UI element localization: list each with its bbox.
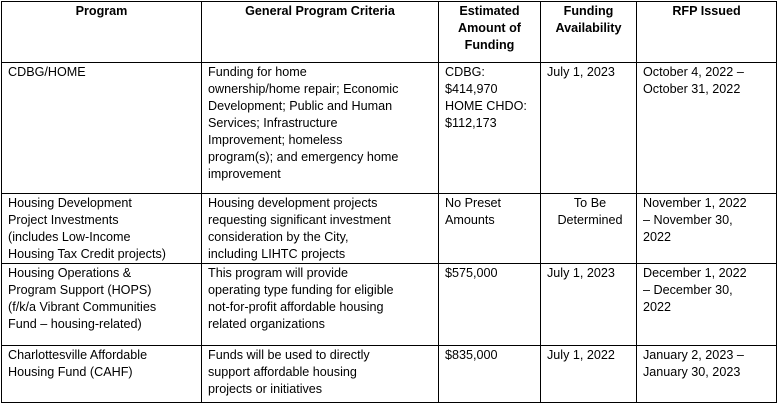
cell-criteria: This program will provide operating type funding for eligible not-for-profit affordable housing related organizations bbox=[202, 264, 439, 346]
table-row bbox=[2, 194, 777, 264]
cell-amount: No Preset Amounts bbox=[439, 194, 541, 264]
cell-program: Charlottesville Affordable Housing Fund (CAHF) bbox=[2, 346, 202, 403]
table-row bbox=[2, 264, 777, 346]
cell-availability: July 1, 2023 bbox=[541, 264, 637, 346]
header-amount: Estimated Amount of Funding bbox=[439, 2, 541, 63]
header-criteria: General Program Criteria bbox=[202, 2, 439, 63]
cell-program: Housing Operations & Program Support (HOPS) (f/k/a Vibrant Communities Fund – housing-related) bbox=[2, 264, 202, 346]
cell-program: CDBG/HOME bbox=[2, 63, 202, 194]
cell-rfp: January 2, 2023 – January 30, 2023 bbox=[637, 346, 777, 403]
cell-rfp: October 4, 2022 – October 31, 2022 bbox=[637, 63, 777, 194]
cell-availability: To Be Determined bbox=[541, 194, 637, 264]
cell-criteria: Funding for home ownership/home repair; Economic Development; Public and Human Services; Infrastructure Improvement; homeless program(s); and emergency home improvement bbox=[202, 63, 439, 194]
cell-amount: $835,000 bbox=[439, 346, 541, 403]
cell-availability: July 1, 2022 bbox=[541, 346, 637, 403]
header-rfp: RFP Issued bbox=[637, 2, 777, 63]
cell-availability: July 1, 2023 bbox=[541, 63, 637, 194]
table-row bbox=[2, 346, 777, 403]
cell-rfp: December 1, 2022 – December 30, 2022 bbox=[637, 264, 777, 346]
cell-criteria: Funds will be used to directly support affordable housing projects or initiatives bbox=[202, 346, 439, 403]
cell-program: Housing Development Project Investments (includes Low-Income Housing Tax Credit projects) bbox=[2, 194, 202, 264]
cell-criteria: Housing development projects requesting significant investment consideration by the City, including LIHTC projects bbox=[202, 194, 439, 264]
funding-programs-table bbox=[1, 1, 777, 403]
cell-amount: CDBG: $414,970 HOME CHDO: $112,173 bbox=[439, 63, 541, 194]
header-program: Program bbox=[2, 2, 202, 63]
table-row bbox=[2, 63, 777, 194]
header-availability: Funding Availability bbox=[541, 2, 637, 63]
cell-amount: $575,000 bbox=[439, 264, 541, 346]
cell-rfp: November 1, 2022 – November 30, 2022 bbox=[637, 194, 777, 264]
table-header-row bbox=[2, 2, 777, 63]
